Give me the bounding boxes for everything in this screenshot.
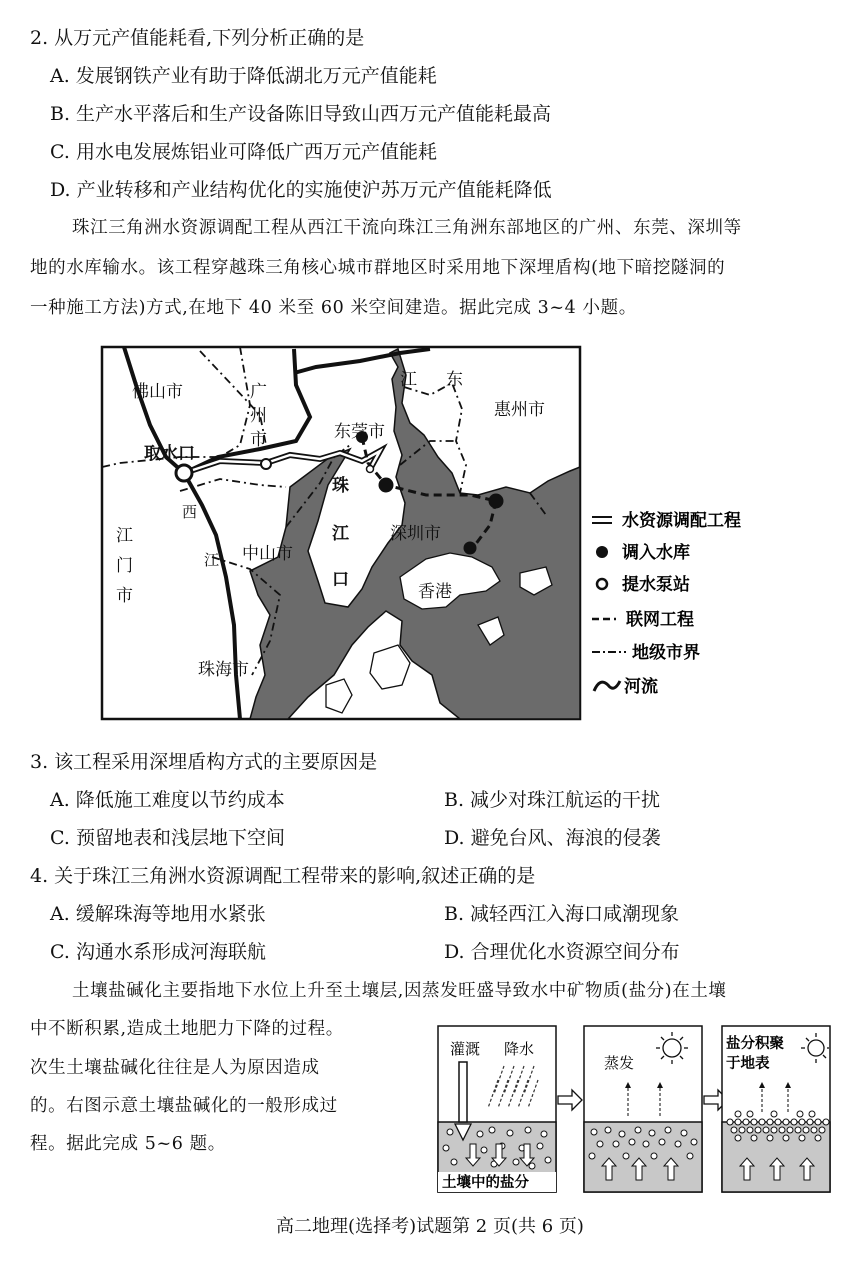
label-foshan: 佛山市 [132, 382, 183, 402]
legend-network: 联网工程 [626, 610, 694, 630]
label-accum-2: 于地表 [726, 1056, 770, 1072]
pearl-river-delta-map [100, 345, 765, 723]
legend-city-boundary: 地级市界 [632, 643, 700, 663]
label-dongjiang-2: 东 [446, 370, 463, 390]
arrow-step-1 [558, 1090, 582, 1110]
panel-salt-accumulation [722, 1026, 830, 1192]
label-xianggang: 香港 [418, 582, 452, 602]
q2-option-c: C. 用水电发展炼铝业可降低广西万元产值能耗 [50, 141, 437, 163]
q3-option-c: C. 预留地表和浅层地下空间 [50, 827, 285, 849]
label-zhujiangkou-1: 珠 [332, 476, 349, 496]
q4-option-a: A. 缓解珠海等地用水紧张 [50, 903, 266, 925]
label-qushuikou: 取水口 [144, 444, 195, 464]
legend-diversion: 水资源调配工程 [622, 511, 741, 531]
passage2-line-1: 土壤盐碱化主要指地下水位上升至土壤层,因蒸发旺盛导致水中矿物质(盐分)在土壤 [72, 981, 727, 1001]
q2-option-d: D. 产业转移和产业结构优化的实施使沪苏万元产值能耗降低 [50, 179, 552, 201]
reservoir-shenzhen-east [489, 494, 504, 509]
pumping-station-2 [367, 466, 374, 473]
q4-option-d: D. 合理优化水资源空间分布 [444, 941, 680, 963]
page-footer: 高二地理(选择考)试题第 2 页(共 6 页) [276, 1216, 584, 1237]
water-intake-point [176, 465, 192, 481]
label-xijiang-2: 江 [204, 551, 220, 569]
reservoir-shenzhen-west [379, 478, 394, 493]
label-guangzhou-1: 广 [250, 382, 267, 402]
q3-option-b: B. 减少对珠江航运的干扰 [444, 789, 661, 811]
label-jiangmen-1: 江 [116, 526, 133, 546]
pumping-station [261, 459, 271, 469]
passage2-line-3: 次生土壤盐碱化往往是人为原因造成 [30, 1058, 320, 1078]
legend-reservoir: 调入水库 [622, 543, 690, 563]
passage1-line-3: 一种施工方法)方式,在地下 40 米至 60 米空间建造。据此完成 3~4 小题。 [30, 298, 637, 318]
soil-salinization-diagram [432, 1020, 834, 1195]
passage2-line-2: 中不断积累,造成土地肥力下降的过程。 [30, 1019, 344, 1039]
label-jiangmen-2: 门 [116, 556, 133, 576]
passage1-line-1: 珠江三角洲水资源调配工程从西江干流向珠江三角洲东部地区的广州、东莞、深圳等 [72, 218, 742, 238]
label-xijiang-1: 西 [182, 503, 198, 521]
q4-option-b: B. 减轻西江入海口咸潮现象 [444, 903, 680, 925]
passage2-line-4: 的。右图示意土壤盐碱化的一般形成过 [30, 1096, 338, 1116]
q3-stem: 3. 该工程采用深埋盾构方式的主要原因是 [30, 751, 378, 773]
legend-pumping-station: 提水泵站 [622, 575, 690, 595]
label-jiangmen-3: 市 [116, 586, 133, 606]
label-evaporation: 蒸发 [604, 1054, 635, 1072]
label-zhongshan: 中山市 [242, 544, 293, 564]
label-guangzhou-2: 州 [250, 406, 267, 426]
panel-irrigation [438, 1026, 556, 1192]
passage2-line-5: 程。据此完成 5~6 题。 [30, 1134, 226, 1154]
label-irrigation: 灌溉 [450, 1040, 481, 1058]
q2-stem: 2. 从万元产值能耗看,下列分析正确的是 [30, 27, 365, 49]
label-precip: 降水 [504, 1040, 535, 1058]
label-shenzhen: 深圳市 [390, 524, 441, 544]
label-dongguan: 东莞市 [334, 422, 385, 442]
map-legend [592, 510, 741, 697]
q4-option-c: C. 沟通水系形成河海联航 [50, 941, 266, 963]
reservoir-shenzhen-south [464, 542, 477, 555]
legend-river: 河流 [624, 677, 658, 697]
label-salt-in-soil: 土壤中的盐分 [442, 1175, 529, 1191]
q4-stem: 4. 关于珠江三角洲水资源调配工程带来的影响,叙述正确的是 [30, 865, 536, 887]
label-zhujiangkou-2: 江 [332, 524, 349, 544]
label-accum-1: 盐分积聚 [726, 1036, 784, 1052]
label-huizhou: 惠州市 [494, 400, 545, 420]
passage1-line-2: 地的水库输水。该工程穿越珠三角核心城市群地区时采用地下深埋盾构(地下暗挖隧洞的 [30, 258, 726, 278]
label-zhujiangkou-3: 口 [332, 570, 349, 590]
q3-option-d: D. 避免台风、海浪的侵袭 [444, 827, 661, 849]
q2-option-b: B. 生产水平落后和生产设备陈旧导致山西万元产值能耗最高 [50, 103, 552, 125]
q2-option-a: A. 发展钢铁产业有助于降低湖北万元产值能耗 [50, 65, 437, 87]
label-dongjiang-1: 江 [400, 370, 417, 390]
label-guangzhou-3: 市 [250, 430, 267, 450]
q3-option-a: A. 降低施工难度以节约成本 [50, 789, 285, 811]
label-zhuhai: 珠海市 [198, 660, 249, 680]
panel-evaporation [584, 1026, 702, 1192]
